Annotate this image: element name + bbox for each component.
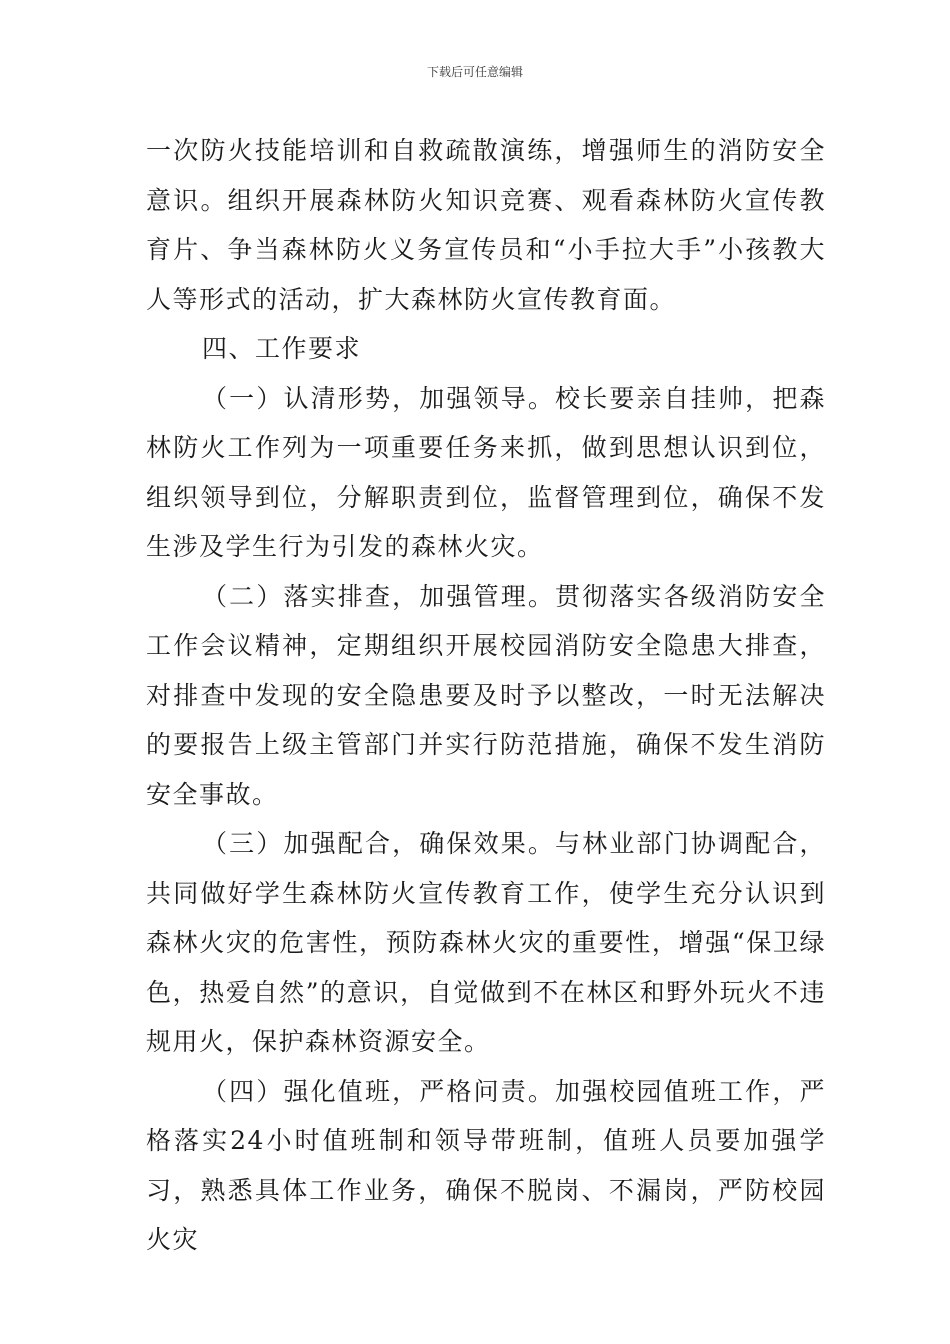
paragraph-continuation: 一次防火技能培训和自救疏散演练，增强师生的消防安全意识。组织开展森林防火知识竞赛、观看森林防火宣传教育片、争当森林防火义务宣传员和“小手拉大手”小孩教大人等形式的活动，扩大森林防火宣传教育面。 [146, 136, 826, 314]
paragraph-item-2: （二）落实排查，加强管理。贯彻落实各级消防安全工作会议精神，定期组织开展校园消防安全隐患大排查，对排查中发现的安全隐患要及时予以整改，一时无法解决的要报告上级主管部门并实行防范措施，确保不发生消防安全事故。 [146, 581, 826, 809]
paragraph-item-1: （一）认清形势，加强领导。校长要亲自挂帅，把森林防火工作列为一项重要任务来抓，做到思想认识到位，组织领导到位，分解职责到位，监督管理到位，确保不发生涉及学生行为引发的森林火灾。 [146, 383, 826, 561]
paragraph-item-3: （三）加强配合，确保效果。与林业部门协调配合，共同做好学生森林防火宣传教育工作，使学生充分认识到森林火灾的危害性，预防森林火灾的重要性，增强“保卫绿色，热爱自然”的意识，自觉做到不在林区和野外玩火不违规用火，保护森林资源安全。 [146, 829, 826, 1056]
section-heading-work-requirements: 四、工作要求 [202, 334, 362, 363]
page-header-note: 下载后可任意编辑 [426, 65, 523, 79]
document-body [146, 126, 826, 1265]
paragraph-item-4: （四）强化值班，严格问责。加强校园值班工作，严格落实24小时值班制和领导带班制，值班人员要加强学习，熟悉具体工作业务，确保不脱岗、不漏岗，严防校园火灾 [146, 1076, 826, 1254]
